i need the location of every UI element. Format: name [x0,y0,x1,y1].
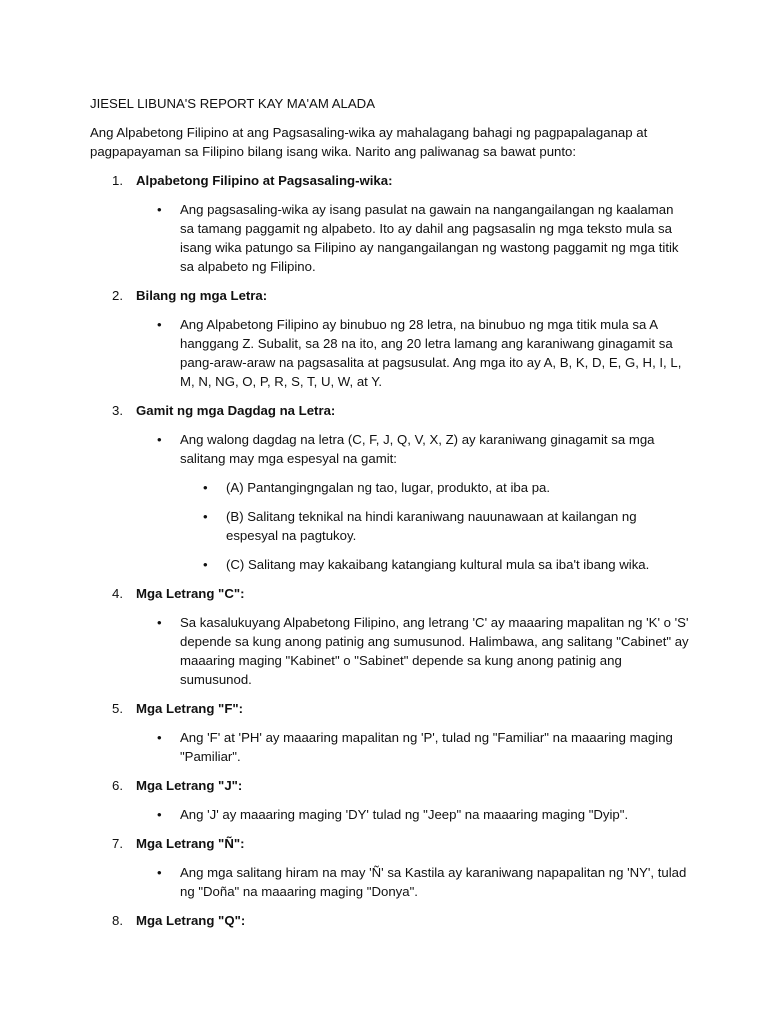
section-number: 4. [112,586,123,601]
sub-bullet-text: (B) Salitang teknikal na hindi karaniwang nauunawaan at kailangan ng espesyal na pagtukoy. [226,509,637,543]
bullet-text: Ang pagsasaling-wika ay isang pasulat na gawain na nangangailangan ng kaalaman sa tamang paggamit ng alpabeto. Ito ay dahil ang pagsasalin ng mga teksto mula sa isang wika patungo sa Filipino ay nangangailangan ng wastong paggamit ng mga titik sa alpabeto ng Filipino. [180,202,679,274]
section-number: 3. [112,403,123,418]
bullet-list [136,728,690,766]
bullet-dot-icon: • [157,807,162,822]
bullet-text: Ang walong dagdag na letra (C, F, J, Q, V, X, Z) ay karaniwang ginagamit sa mga salitang may mga espesyal na gamit: [180,432,655,466]
bullet-item [136,728,690,766]
bullet-list [136,315,690,391]
section-heading: Mga Letrang "Q": [136,913,246,928]
bullet-dot-icon: • [203,557,208,572]
bullet-dot-icon: • [157,202,162,217]
bullet-list [136,863,690,901]
sub-bullet-item [180,555,690,574]
section-heading: Mga Letrang "Ñ": [136,836,245,851]
bullet-dot-icon: • [203,480,208,495]
section-item [90,776,690,824]
bullet-dot-icon: • [157,432,162,447]
section-heading: Alpabetong Filipino at Pagsasaling-wika: [136,173,393,188]
document-page [90,94,690,940]
section-item [90,834,690,901]
section-number: 6. [112,778,123,793]
section-number: 1. [112,173,123,188]
section-heading: Mga Letrang "J": [136,778,243,793]
document-intro: Ang Alpabetong Filipino at ang Pagsasaling-wika ay mahalagang bahagi ng pagpapalaganap at pagpapayaman sa Filipino bilang isang wika. Narito ang paliwanag sa bawat punto: [90,125,648,159]
section-item [90,401,690,574]
section-heading: Mga Letrang "C": [136,586,245,601]
bullet-text: Sa kasalukuyang Alpabetong Filipino, ang letrang 'C' ay maaaring mapalitan ng 'K' o 'S' depende sa kung anong patinig ang sumusunod. Halimbawa, ang salitang "Cabinet" ay maaaring maging "Kabinet" o "Sabinet" depende sa kung anong patinig ang sumusunod. [180,615,689,687]
bullet-dot-icon: • [157,730,162,745]
section-number: 2. [112,288,123,303]
section-item [90,911,690,930]
section-number: 7. [112,836,123,851]
sub-bullet-text: (C) Salitang may kakaibang katangiang kultural mula sa iba't ibang wika. [226,557,650,572]
section-heading: Gamit ng mga Dagdag na Letra: [136,403,336,418]
bullet-text: Ang Alpabetong Filipino ay binubuo ng 28 letra, na binubuo ng mga titik mula sa A hanggang Z. Subalit, sa 28 na ito, ang 20 letra lamang ang karaniwang ginagamit sa pang-araw-araw na pagsasalita at pagsusulat. Ang mga ito ay A, B, K, D, E, G, H, I, L, M, N, NG, O, P, R, S, T, U, W, at Y. [180,317,682,389]
bullet-item [136,863,690,901]
section-number: 8. [112,913,123,928]
bullet-dot-icon: • [157,317,162,332]
sub-bullet-item [180,478,690,497]
bullet-text: Ang 'J' ay maaaring maging 'DY' tulad ng "Jeep" na maaaring maging "Dyip". [180,807,629,822]
bullet-dot-icon: • [157,865,162,880]
bullet-item [136,315,690,391]
bullet-text: Ang mga salitang hiram na may 'Ñ' sa Kastila ay karaniwang napapalitan ng 'NY', tulad ng "Doña" na maaaring maging "Donya". [180,865,687,899]
section-item [90,171,690,276]
bullet-dot-icon: • [203,509,208,524]
bullet-item [136,200,690,276]
bullet-item [136,430,690,574]
bullet-dot-icon: • [157,615,162,630]
sub-bullet-text: (A) Pantangingngalan ng tao, lugar, produkto, at iba pa. [226,480,551,495]
document-title: JIESEL LIBUNA'S REPORT KAY MA'AM ALADA [90,96,376,111]
sub-bullet-item [180,507,690,545]
section-heading: Bilang ng mga Letra: [136,288,268,303]
bullet-text: Ang 'F' at 'PH' ay maaaring mapalitan ng 'P', tulad ng "Familiar" na maaaring maging "Pamiliar". [180,730,673,764]
section-heading: Mga Letrang "F": [136,701,244,716]
numbered-section-list [90,171,690,930]
bullet-list [136,430,690,574]
bullet-list [136,200,690,276]
section-item [90,286,690,391]
bullet-item [136,613,690,689]
bullet-list [136,613,690,689]
section-item [90,699,690,766]
bullet-list [136,805,690,824]
sub-bullet-list [180,478,690,574]
bullet-item [136,805,690,824]
section-number: 5. [112,701,123,716]
section-item [90,584,690,689]
